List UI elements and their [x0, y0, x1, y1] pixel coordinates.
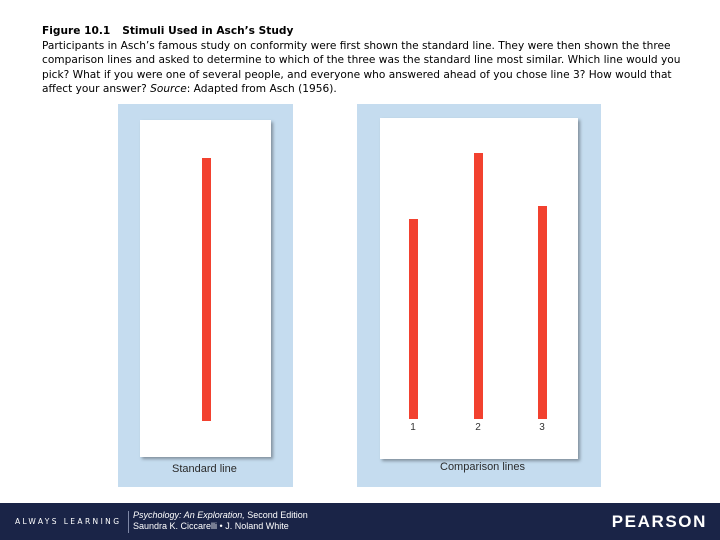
always-learning-tagline: ALWAYS LEARNING: [15, 517, 122, 526]
comparison-line-3-number: 3: [539, 422, 545, 433]
standard-panel: [118, 104, 293, 487]
figure-description: [42, 39, 692, 97]
standard-line: [202, 158, 211, 421]
comparison-panel: [357, 104, 601, 487]
comparison-line-2-number: 2: [475, 422, 481, 433]
comparison-line-1-number: 1: [410, 422, 416, 433]
book-edition: Second Edition: [244, 510, 308, 520]
pearson-logo: PEARSON: [611, 512, 707, 531]
comparison-lines-label: Comparison lines: [440, 461, 525, 473]
comparison-line-1: [409, 219, 418, 419]
book-title: Psychology: An Exploration,: [133, 510, 245, 520]
caption-source: : Adapted from Asch (1956).: [186, 83, 337, 96]
standard-card: [140, 120, 271, 457]
figure-title: [42, 24, 692, 39]
footer-divider: [128, 511, 129, 533]
standard-line-label: Standard line: [172, 463, 237, 475]
figure-number: Figure 10.1: [42, 25, 111, 37]
comparison-card: [380, 118, 578, 459]
source-label: Source: [150, 83, 187, 96]
comparison-line-2: [474, 153, 483, 419]
figure-caption: [42, 24, 692, 97]
comparison-line-3: [538, 206, 547, 419]
figure-title-text: Stimuli Used in Asch’s Study: [122, 25, 294, 37]
footer-bar: [0, 503, 720, 540]
caption-body: Participants in Asch’s famous study on conformity were first shown the standard line. They were then shown the three comparison lines and asked to determine to which of the three was the standard line most similar. Which line would you pick? What if you were one of several people, and everyone who answered ahead of you chose line 3? How would that affect your answer?: [42, 39, 681, 96]
book-authors: Saundra K. Ciccarelli • J. Noland White: [133, 521, 289, 531]
book-citation: [133, 510, 308, 532]
